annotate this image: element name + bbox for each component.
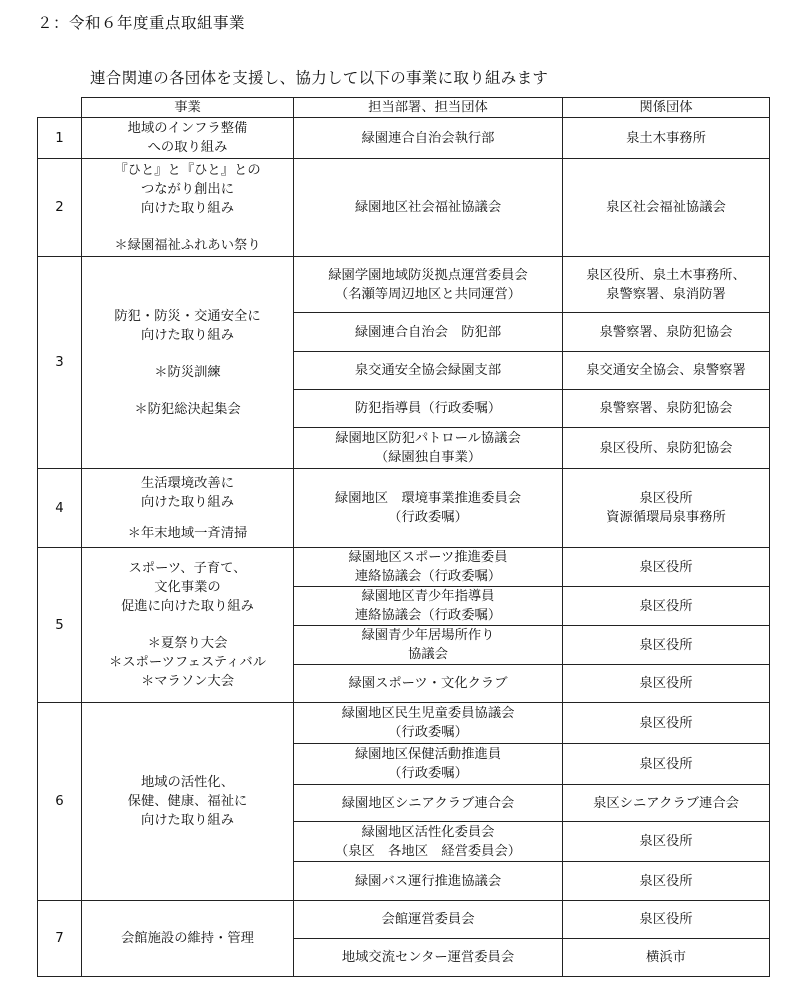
tanto-cell — [294, 587, 563, 626]
tanto-line: 緑園地区社会福祉協議会 — [354, 200, 502, 215]
kankei-line: 横浜市 — [646, 950, 686, 965]
kankei-line: 資源循環局泉事務所 — [606, 510, 726, 525]
tanto-line: 緑園地区シニアクラブ連合会 — [341, 795, 515, 811]
jigyo-line: スポーツ、子育て、 — [128, 561, 247, 576]
table-row — [38, 159, 770, 257]
jigyo-cell — [82, 901, 294, 977]
kankei-line: 泉区役所 — [639, 715, 693, 731]
jigyo-line: 地域の活性化、 — [140, 775, 235, 790]
kankei-line: 泉区役所 — [639, 598, 693, 614]
tanto-cell — [294, 901, 563, 939]
kankei-cell — [563, 703, 770, 744]
jigyo-line: ＊防犯総決起集会 — [134, 401, 241, 417]
row-number: 5 — [38, 548, 82, 703]
kankei-cell — [563, 939, 770, 977]
jigyo-line: ＊マラソン大会 — [140, 674, 235, 689]
jigyo-cell — [82, 548, 294, 703]
kankei-line: 泉区役所 — [639, 559, 693, 575]
table-row — [38, 703, 770, 744]
table-row — [38, 118, 770, 159]
jigyo-line: 地域のインフラ整備 — [127, 121, 248, 136]
jigyo-cell — [82, 703, 294, 901]
tanto-cell — [294, 257, 563, 313]
kankei-line: 泉区役所 — [639, 637, 693, 653]
kankei-cell — [563, 548, 770, 587]
table-row — [38, 257, 770, 313]
tanto-line: 緑園地区スポーツ推進委員 — [348, 550, 508, 565]
table-row — [38, 901, 770, 939]
kankei-line: 泉区役所 — [639, 756, 693, 772]
jigyo-cell — [82, 469, 294, 548]
tanto-line: （泉区 各地区 経営委員会） — [334, 843, 522, 859]
tanto-line: 緑園学園地域防災拠点運営委員会 — [328, 267, 528, 283]
tanto-line: （行政委嘱） — [388, 725, 468, 740]
kankei-cell — [563, 469, 770, 548]
jigyo-cell — [82, 257, 294, 469]
tanto-cell — [294, 626, 563, 665]
kankei-cell — [563, 744, 770, 785]
intro-text: 連合関連の各団体を支援し、協力して以下の事業に取り組みます — [90, 69, 549, 87]
tanto-line: 緑園連合自治会執行部 — [361, 130, 495, 146]
tanto-line: 緑園バス運行推進協議会 — [354, 873, 502, 889]
kankei-line: 泉土木事務所 — [626, 130, 706, 146]
kankei-line: 泉区役所、泉防犯協会 — [599, 440, 733, 456]
jigyo-line: 向けた取り組み — [140, 813, 235, 828]
tanto-cell — [294, 665, 563, 703]
tanto-line: 協議会 — [408, 647, 448, 662]
jigyo-line: 向けた取り組み — [140, 200, 235, 216]
header-jigyo: 事業 — [82, 98, 294, 118]
tanto-line: （行政委嘱） — [388, 510, 468, 525]
kankei-line: 泉区役所 — [639, 873, 693, 889]
table-row — [38, 469, 770, 548]
jigyo-line: 促進に向けた取り組み — [121, 599, 254, 614]
jigyo-line: ＊夏祭り大会 — [147, 636, 228, 651]
jigyo-line: 『ひと』と『ひと』との — [114, 162, 261, 178]
kankei-cell — [563, 901, 770, 939]
kankei-cell — [563, 862, 770, 901]
kankei-cell — [563, 352, 770, 390]
jigyo-line: ＊防災訓練 — [154, 364, 221, 380]
kankei-line: 泉区シニアクラブ連合会 — [593, 795, 739, 811]
section-title: ２：令和６年度重点取組事業 — [37, 14, 246, 32]
kankei-cell — [563, 313, 770, 352]
jigyo-line: 向けた取り組み — [140, 327, 235, 343]
jigyo-line: 文化事業の — [154, 580, 221, 595]
jigyo-line: ＊年末地域一斉清掃 — [127, 525, 248, 541]
tanto-cell — [294, 785, 563, 822]
table-row — [38, 548, 770, 587]
tanto-cell — [294, 548, 563, 587]
kankei-line: 泉区役所 — [639, 676, 693, 691]
tanto-line: 緑園地区民生児童委員協議会 — [341, 706, 515, 721]
tanto-cell — [294, 744, 563, 785]
tanto-cell — [294, 703, 563, 744]
tanto-line: 緑園地区 環境事業推進委員会 — [334, 491, 522, 506]
tanto-cell — [294, 469, 563, 548]
tanto-cell — [294, 159, 563, 257]
tanto-line: 緑園地区保健活動推進員 — [354, 747, 502, 762]
jigyo-line: 生活環境改善に — [140, 475, 235, 491]
kankei-line: 泉区役所 — [639, 834, 693, 849]
row-number: 4 — [38, 469, 82, 548]
kankei-line: 泉交通安全協会、泉警察署 — [586, 363, 746, 378]
row-number: 2 — [38, 159, 82, 257]
jigyo-line: 保健、健康、福祉に — [127, 794, 248, 809]
tanto-line: 防犯指導員（行政委嘱） — [354, 401, 502, 416]
tanto-line: 緑園地区青少年指導員 — [361, 589, 495, 604]
jigyo-cell — [82, 159, 294, 257]
kankei-cell — [563, 785, 770, 822]
kankei-line: 泉区役所 — [639, 491, 693, 506]
tanto-cell — [294, 313, 563, 352]
tanto-line: 泉交通安全協会緑園支部 — [354, 363, 502, 378]
header-tanto: 担当部署、担当団体 — [294, 98, 563, 118]
kankei-cell — [563, 665, 770, 703]
kankei-line: 泉区社会福祉協議会 — [606, 200, 726, 215]
tanto-cell — [294, 352, 563, 390]
kankei-cell — [563, 626, 770, 665]
tanto-line: 会館運営委員会 — [381, 912, 475, 927]
tanto-line: （名瀬等周辺地区と共同運営） — [334, 286, 522, 302]
row-number: 7 — [38, 901, 82, 977]
kankei-cell — [563, 257, 770, 313]
header-kankei: 関係団体 — [563, 98, 770, 118]
kankei-line: 泉警察署、泉防犯協会 — [599, 324, 733, 340]
tanto-line: 緑園スポーツ・文化クラブ — [348, 676, 508, 691]
header-blank — [38, 98, 82, 118]
jigyo-line: への取り組み — [147, 140, 228, 155]
row-number: 6 — [38, 703, 82, 901]
kankei-line: 泉区役所、泉土木事務所、 — [586, 267, 746, 283]
table-header-row — [38, 98, 770, 118]
jigyo-line: 防犯・防災・交通安全に — [114, 308, 261, 324]
jigyo-line: つながり創出に — [140, 181, 235, 197]
tanto-line: 地域交流センター運営委員会 — [341, 950, 515, 965]
kankei-cell — [563, 822, 770, 862]
tanto-line: 連絡協議会（行政委嘱） — [354, 608, 502, 623]
tanto-cell — [294, 822, 563, 862]
kankei-line: 泉区役所 — [639, 912, 693, 927]
jigyo-line: 会館施設の維持・管理 — [121, 931, 254, 946]
tanto-line: 緑園青少年居場所作り — [361, 628, 495, 643]
tanto-line: 緑園連合自治会 防犯部 — [354, 324, 502, 340]
jigyo-line: ＊緑園福祉ふれあい祭り — [114, 237, 261, 253]
tanto-line: （行政委嘱） — [388, 766, 468, 781]
tanto-line: （緑園独自事業） — [374, 450, 482, 465]
tanto-line: 緑園地区活性化委員会 — [361, 824, 495, 840]
kankei-cell — [563, 390, 770, 428]
jigyo-cell — [82, 118, 294, 159]
kankei-cell — [563, 587, 770, 626]
tanto-cell — [294, 118, 563, 159]
tanto-cell — [294, 862, 563, 901]
tanto-cell — [294, 939, 563, 977]
row-number: 3 — [38, 257, 82, 469]
tanto-line: 緑園地区防犯パトロール協議会 — [335, 431, 521, 446]
kankei-cell — [563, 118, 770, 159]
tanto-cell — [294, 428, 563, 469]
jigyo-line: 向けた取り組み — [140, 494, 235, 510]
row-number: 1 — [38, 118, 82, 159]
kankei-line: 泉警察署、泉防犯協会 — [599, 401, 733, 416]
kankei-line: 泉警察署、泉消防署 — [606, 286, 726, 302]
kankei-cell — [563, 159, 770, 257]
tanto-cell — [294, 390, 563, 428]
tanto-line: 連絡協議会（行政委嘱） — [354, 569, 502, 584]
kankei-cell — [563, 428, 770, 469]
jigyo-line: ＊スポーツフェスティバル — [108, 655, 267, 670]
priority-projects-table — [37, 97, 770, 977]
